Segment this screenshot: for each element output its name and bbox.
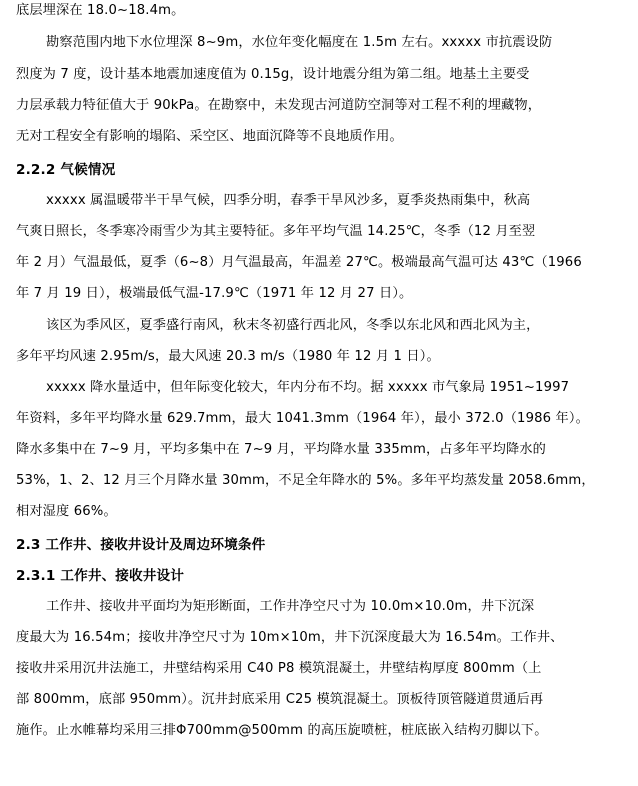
text-line: 施作。止水帷幕均采用三排Φ700mm@500mm 的高压旋喷桩，桩底嵌入结构刃脚以下。 bbox=[16, 723, 548, 738]
text-line: 年资料，多年平均降水量 629.7mm，最大 1041.3mm（1964 年），最小 372.0（1986 年）。 bbox=[16, 411, 589, 426]
text-line: 无对工程安全有影响的塌陷、采空区、地面沉降等不良地质作用。 bbox=[16, 129, 403, 144]
text-line: 相对湿度 66%。 bbox=[16, 504, 117, 519]
text-line: 度最大为 16.54m；接收井净空尺寸为 10m×10m，井下沉深度最大为 16.54m。工作井、 bbox=[16, 630, 564, 645]
text-line: 力层承载力特征值大于 90kPa。在勘察中，未发现古河道防空洞等对工程不利的埋藏物， bbox=[16, 98, 542, 113]
text-line: xxxxx 降水量适中，但年际变化较大，年内分布不均。据 xxxxx 市气象局 1951~1997 bbox=[46, 380, 570, 395]
text-line: 降水多集中在 7~9 月，平均多集中在 7~9 月，平均降水量 335mm，占多年平均降水的 bbox=[16, 442, 547, 457]
text-line: 接收井采用沉井法施工，井壁结构采用 C40 P8 模筑混凝土，井壁结构厚度 800mm（上 bbox=[16, 661, 542, 676]
text-line: 烈度为 7 度，设计基本地震加速度值为 0.15g，设计地震分组为第二组。地基土主要受 bbox=[16, 67, 530, 82]
text-line: 多年平均风速 2.95m/s，最大风速 20.3 m/s（1980 年 12 月 1 日）。 bbox=[16, 349, 440, 364]
text-line: 气爽日照长，冬季寒冷雨雪少为其主要特征。多年平均气温 14.25℃，冬季（12 月至翌 bbox=[16, 224, 536, 239]
subsection-heading: 2.3.1 工作井、接收井设计 bbox=[16, 568, 185, 584]
text-line: 年 2 月）气温最低，夏季（6~8）月气温最高，年温差 27℃。极端最高气温可达 43℃（1966 bbox=[16, 255, 582, 270]
section-heading: 2.2.2 气候情况 bbox=[16, 162, 116, 178]
text-line: 该区为季风区，夏季盛行南风，秋末冬初盛行西北风，冬季以东北风和西北风为主， bbox=[46, 318, 540, 333]
text-line: 工作井、接收井平面均为矩形断面，工作井净空尺寸为 10.0m×10.0m，井下沉深 bbox=[46, 599, 535, 614]
text-line: 年 7 月 19 日），极端最低气温-17.9℃（1971 年 12 月 27 日）。 bbox=[16, 286, 413, 301]
text-line: 53%，1、2、12 月三个月降水量 30mm，不足全年降水的 5%。多年平均蒸发量 2058.6mm， bbox=[16, 473, 595, 488]
section-heading: 2.3 工作井、接收井设计及周边环境条件 bbox=[16, 537, 266, 553]
text-line: 部 800mm，底部 950mm）。沉井封底采用 C25 模筑混凝土。顶板待顶管隧道贯通后再 bbox=[16, 692, 544, 707]
text-line: 底层埋深在 18.0~18.4m。 bbox=[16, 3, 185, 18]
text-line: 勘察范围内地下水位埋深 8~9m，水位年变化幅度在 1.5m 左右。xxxxx 市抗震设防 bbox=[46, 35, 553, 50]
text-line: xxxxx 属温暖带半干旱气候，四季分明，春季干旱风沙多，夏季炎热雨集中，秋高 bbox=[46, 193, 531, 208]
